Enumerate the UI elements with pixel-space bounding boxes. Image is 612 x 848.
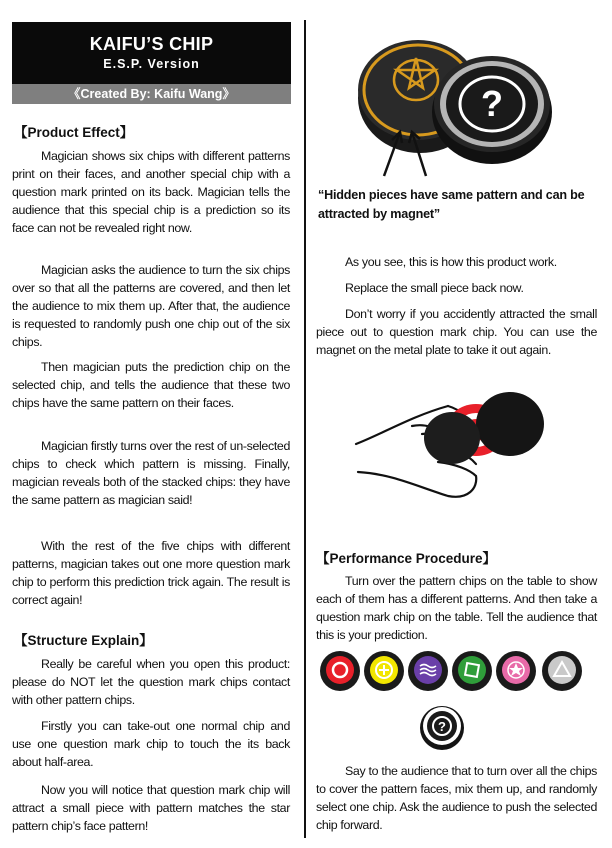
- performance-procedure-heading: 【Performance Procedure】: [316, 551, 497, 566]
- magnet-chip-stack: [424, 392, 544, 464]
- hand-chips-illustration: [352, 376, 560, 512]
- question-glyph: ?: [438, 719, 446, 734]
- structure-paragraph-2: Firstly you can take-out one normal chip and use one question mark chip to touch the its back about half-area.: [12, 719, 290, 769]
- title-banner: [12, 22, 291, 84]
- effect-paragraph-1: Magician shows six chips with different patterns print on their faces, and another special chip with a question mark printed on its back. Magician tells the audience that this special chip is a prediction so its face can not be revealed right now.: [12, 149, 290, 235]
- image1-caption: “Hidden pieces have same pattern and can be attracted by magnet”: [318, 188, 585, 221]
- effect-paragraph-2: Magician asks the audience to turn the six chips over so that all the patterns are covered, and then let the audience to mix them up. After that, the audience is requested to randomly push one chip out of the six chips.: [12, 263, 290, 349]
- author-credit: 《Created By: Kaifu Wang》: [12, 84, 291, 104]
- pattern-chips-row: [318, 650, 590, 692]
- effect-paragraph-3: Then magician puts the prediction chip on the selected chip, and tells the audience that these two chips have the same pattern on their faces.: [12, 360, 290, 410]
- question-mark-chip: [432, 56, 552, 164]
- product-title: KAIFU’S CHIP: [89, 34, 214, 54]
- how-paragraph-3: Don’t worry if you accidently attracted the small piece out to question mark chip. You can use the magnet on the metal plate to take it out again.: [316, 307, 597, 357]
- column-divider: [304, 20, 306, 838]
- procedure-paragraph-2: Say to the audience that to turn over all the chips to cover the pattern faces, mix them up, and randomly select one chip. Ask the audience to push the selected chip forward.: [316, 764, 597, 832]
- procedure-paragraph-1: Turn over the pattern chips on the table to show each of them has a different patterns. And then take a question mark chip on the table. Tell the audience that this is your prediction.: [316, 574, 597, 642]
- product-subtitle: E.S.P. Version: [103, 57, 200, 71]
- effect-paragraph-5: With the rest of the five chips with different patterns, magician takes out one more question mark chip to perform this prediction trick again. The result is correct again!: [12, 539, 290, 607]
- how-paragraph-1: As you see, this is how this product work.: [345, 255, 557, 269]
- structure-paragraph-1: Really be careful when you open this product: please do NOT let the question mark chips contact with other pattern chips.: [12, 657, 290, 707]
- question-chip-icon: [418, 703, 466, 751]
- how-paragraph-2: Replace the small piece back now.: [345, 281, 524, 295]
- chips-magnet-photo: [352, 18, 560, 178]
- star-chip: [496, 651, 536, 691]
- question-mark-glyph: ?: [481, 83, 503, 124]
- circle-chip: [320, 651, 360, 691]
- waves-chip: [408, 651, 448, 691]
- structure-paragraph-3: Now you will notice that question mark chip will attract a small piece with pattern matches the star pattern chip’s face pattern!: [12, 783, 290, 833]
- plus-chip: [364, 651, 404, 691]
- product-effect-heading: 【Product Effect】: [14, 125, 134, 140]
- square-chip: [452, 651, 492, 691]
- triangle-chip: [542, 651, 582, 691]
- effect-paragraph-4: Magician firstly turns over the rest of un-selected chips to check which pattern is missing. Finally, magician reveals both of the stacked chips: they have the same pattern as magician said!: [12, 439, 290, 507]
- structure-explain-heading: 【Structure Explain】: [14, 633, 153, 648]
